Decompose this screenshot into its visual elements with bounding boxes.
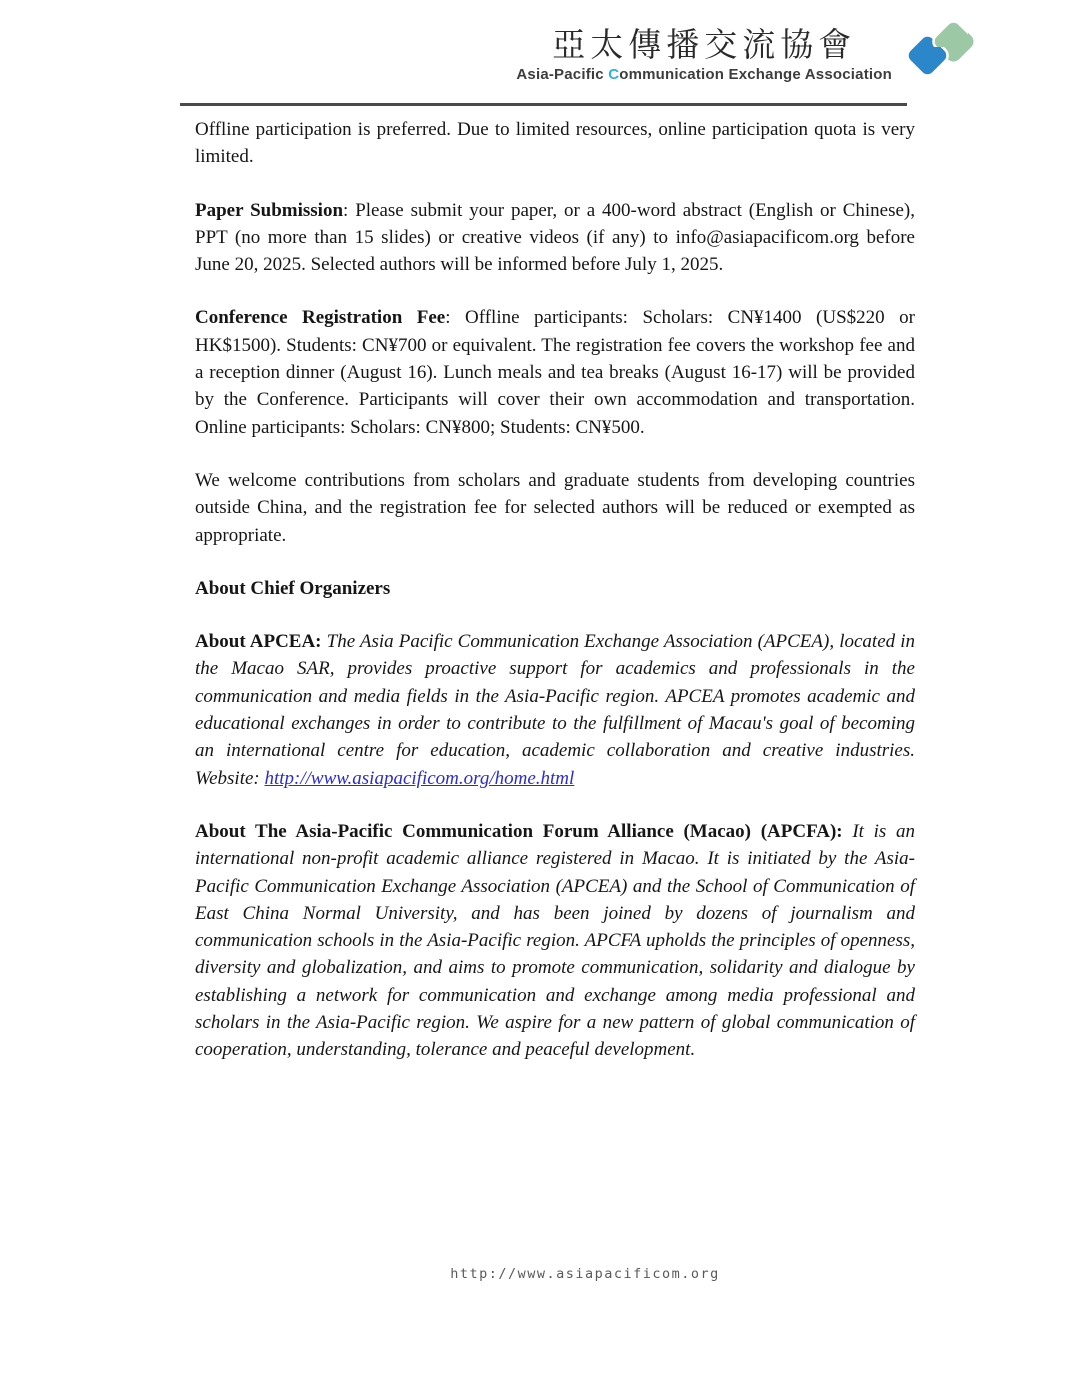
paper-submission-text: Please submit your paper, or a 400-word abstract (English or Chinese), PPT (no more than 15 slides) or creative videos (if any) to info@asiapacificom.org before June 20, 2025. Selected authors will be informed before July 1, 2025. bbox=[195, 199, 916, 276]
paragraph-paper-submission bbox=[195, 197, 915, 279]
paragraph-about-apcfa bbox=[195, 818, 915, 1064]
org-name-chinese: 亞太傳播交流協會 bbox=[552, 24, 857, 64]
about-apcfa-label: About The Asia-Pacific Communication Forum Alliance (Macao) (APCFA): bbox=[195, 820, 853, 842]
paragraph-about-apcea bbox=[195, 628, 915, 792]
org-name-en-part1: Asia-Pacific bbox=[516, 65, 609, 83]
letterhead bbox=[516, 20, 980, 88]
apcea-website-link[interactable]: http://www.asiapacificom.org/home.html bbox=[264, 767, 575, 789]
document-body bbox=[195, 116, 915, 1090]
registration-fee-label: Conference Registration Fee bbox=[195, 307, 446, 329]
registration-fee-separator: : bbox=[445, 307, 466, 329]
org-name-en-part2: ommunication Exchange Association bbox=[619, 65, 892, 83]
about-apcea-text: The Asia Pacific Communication Exchange Association (APCEA), located in the Macao SAR, provides proactive support for academics and professionals in the communication and media fields in the Asia-Pacific region. APCEA promotes academic and educational exchanges in order to contribute to the fulfillment of Macau's goal of becoming an international centre for education, academic collaboration and creative industries. Website: bbox=[195, 631, 916, 789]
paragraph-welcome-contributions: We welcome contributions from scholars and graduate students from developing countries outside China, and the registration fee for selected authors will be reduced or exempted as appropriate. bbox=[195, 469, 915, 546]
paper-submission-separator: : bbox=[343, 199, 356, 221]
page-footer bbox=[90, 1266, 1080, 1282]
heading-about-chief-organizers: About Chief Organizers bbox=[195, 577, 391, 599]
about-apcfa-text: It is an international non-profit academic alliance registered in Macao. It is initiated by the Asia-Pacific Communication Exchange Association (APCEA) and the School of Communication of East China Normal University, and has been joined by dozens of journalism and communication schools in the Asia-Pacific region. APCFA upholds the principles of openness, diversity and globalization, and aims to promote communication, solidarity and dialogue by establishing a network for communication and exchange among media professional and scholars in the Asia-Pacific region. We aspire for a new pattern of global communication of cooperation, understanding, tolerance and peaceful development. bbox=[195, 820, 916, 1061]
org-name-english bbox=[516, 66, 892, 83]
brand-text bbox=[516, 26, 892, 83]
header-divider bbox=[180, 103, 907, 106]
about-apcea-label: About APCEA: bbox=[195, 631, 327, 653]
paragraph-registration-fee bbox=[195, 304, 915, 440]
org-name-en-highlight: C bbox=[608, 65, 620, 83]
apcea-logo-icon bbox=[902, 20, 980, 88]
footer-url: http://www.asiapacificom.org bbox=[450, 1266, 720, 1282]
paragraph-offline-participation: Offline participation is preferred. Due to limited resources, online participation quota is very limited. bbox=[195, 119, 915, 168]
paper-submission-label: Paper Submission bbox=[195, 199, 344, 221]
registration-fee-text: Offline participants: Scholars: CN¥1400 (US$220 or HK$1500). Students: CN¥700 or equivalent. The registration fee covers the workshop fee and a reception dinner (August 16). Lunch meals and tea breaks (August 16-17) will be provided by the Conference. Participants will cover their own accommodation and transportation. Online participants: Scholars: CN¥800; Students: CN¥500. bbox=[195, 307, 915, 438]
